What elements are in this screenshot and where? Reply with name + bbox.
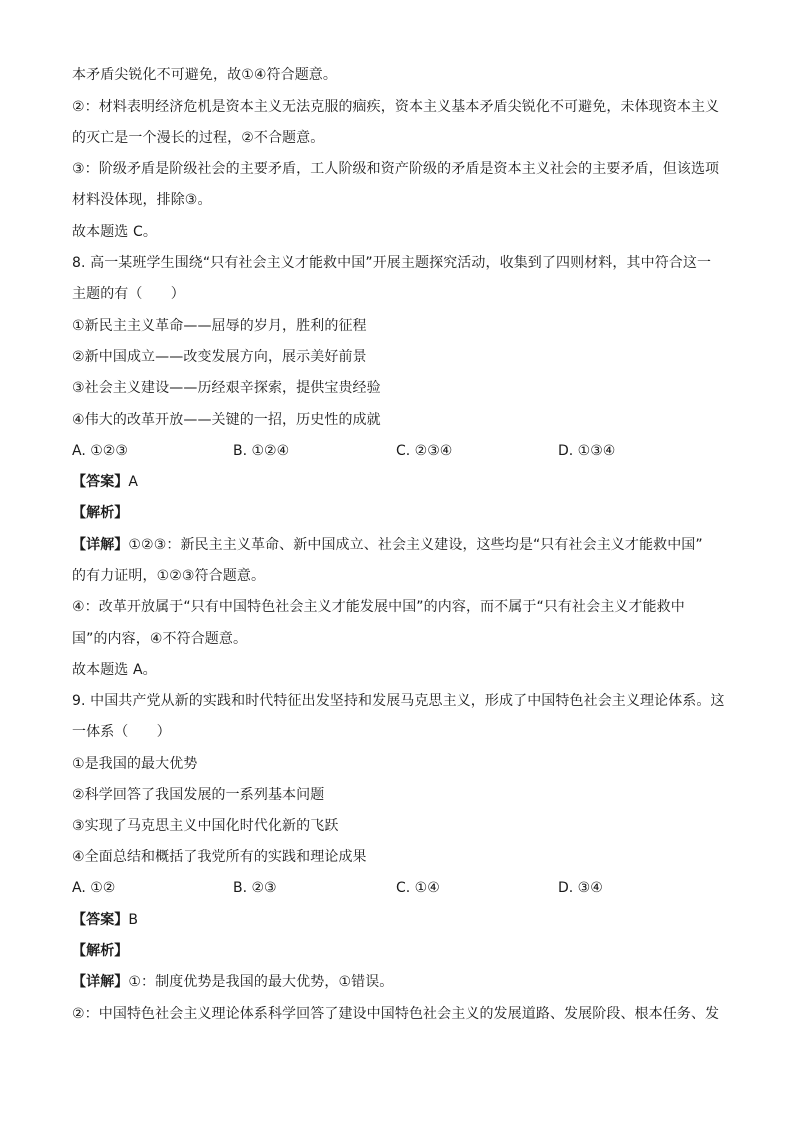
text-line: ③：阶级矛盾是阶级社会的主要矛盾，工人阶级和资产阶级的矛盾是资本主义社会的主要矛盾，但该选项 — [72, 161, 720, 177]
question-8-stem: 主题的有（ ） — [72, 286, 185, 302]
detail-line: 【详解】①②③：新民主主义革命、新中国成立、社会主义建设，这些均是“只有社会主义才能救中国” — [72, 537, 703, 553]
detail-tag: 【详解】 — [72, 537, 129, 553]
question-9-options — [72, 878, 732, 898]
answer-tag: 【答案】 — [72, 474, 129, 490]
answer-line — [72, 910, 722, 930]
detail-line: ②：中国特色社会主义理论体系科学回答了建设中国特色社会主义的发展道路、发展阶段、根本任务、发 — [72, 1006, 720, 1022]
question-8-item: ②新中国成立——改变发展方向，展示美好前景 — [72, 349, 367, 365]
detail-tag: 【详解】 — [72, 974, 129, 990]
answer-tag: 【答案】 — [72, 912, 129, 928]
option-c: C. ①④ — [396, 880, 440, 896]
question-9-item: ②科学回答了我国发展的一系列基本问题 — [72, 787, 325, 803]
option-d: D. ③④ — [558, 880, 603, 896]
question-8-options — [72, 441, 732, 461]
question-8-item: ③社会主义建设——历经艰辛探索，提供宝贵经验 — [72, 380, 381, 396]
option-a: A. ①② — [72, 880, 116, 896]
detail-line: 国”的内容，④不符合题意。 — [72, 631, 248, 647]
question-9-item: ④全面总结和概括了我党所有的实践和理论成果 — [72, 849, 367, 865]
question-9-stem: 9. 中国共产党从新的实践和时代特征出发坚持和发展马克思主义，形成了中国特色社会主义理论体系。这 — [72, 693, 725, 709]
question-9-stem: 一体系（ ） — [72, 724, 171, 740]
question-8-stem: 8. 高一某班学生围绕“只有社会主义才能救中国”开展主题探究活动，收集到了四则材料，其中符合这一 — [72, 255, 712, 271]
question-8-item: ①新民主主义革命——屈辱的岁月，胜利的征程 — [72, 318, 367, 334]
detail-line: 故本题选 A。 — [72, 662, 157, 678]
question-9-item: ③实现了马克思主义中国化时代化新的飞跃 — [72, 818, 339, 834]
question-9-item: ①是我国的最大优势 — [72, 756, 198, 772]
option-b: B. ②③ — [233, 880, 277, 896]
detail-line: 的有力证明，①②③符合题意。 — [72, 568, 266, 584]
option-a: A. ①②③ — [72, 443, 128, 459]
text-line: 故本题选 C。 — [72, 224, 157, 240]
text-line: 的灭亡是一个漫长的过程，②不合题意。 — [72, 130, 325, 146]
analysis-tag: 【解析】 — [72, 505, 129, 521]
text-line: ②：材料表明经济危机是资本主义无法克服的痼疾，资本主义基本矛盾尖锐化不可避免，未体现资本主义 — [72, 99, 720, 115]
analysis-tag: 【解析】 — [72, 943, 129, 959]
option-d: D. ①③④ — [558, 443, 616, 459]
detail-line: 【详解】①：制度优势是我国的最大优势，①错误。 — [72, 974, 394, 990]
answer-value: B — [128, 912, 139, 928]
option-c: C. ②③④ — [396, 443, 453, 459]
detail-line: ④：改革开放属于“只有中国特色社会主义才能发展中国”的内容，而不属于“只有社会主义才能救中 — [72, 599, 685, 615]
text-line: 材料没体现，排除③。 — [72, 192, 212, 208]
option-b: B. ①②④ — [233, 443, 290, 459]
answer-line — [72, 472, 722, 492]
answer-value: A — [128, 474, 139, 490]
question-8-item: ④伟大的改革开放——关键的一招，历史性的成就 — [72, 412, 381, 428]
text-line: 本矛盾尖锐化不可避免，故①④符合题意。 — [72, 67, 338, 83]
